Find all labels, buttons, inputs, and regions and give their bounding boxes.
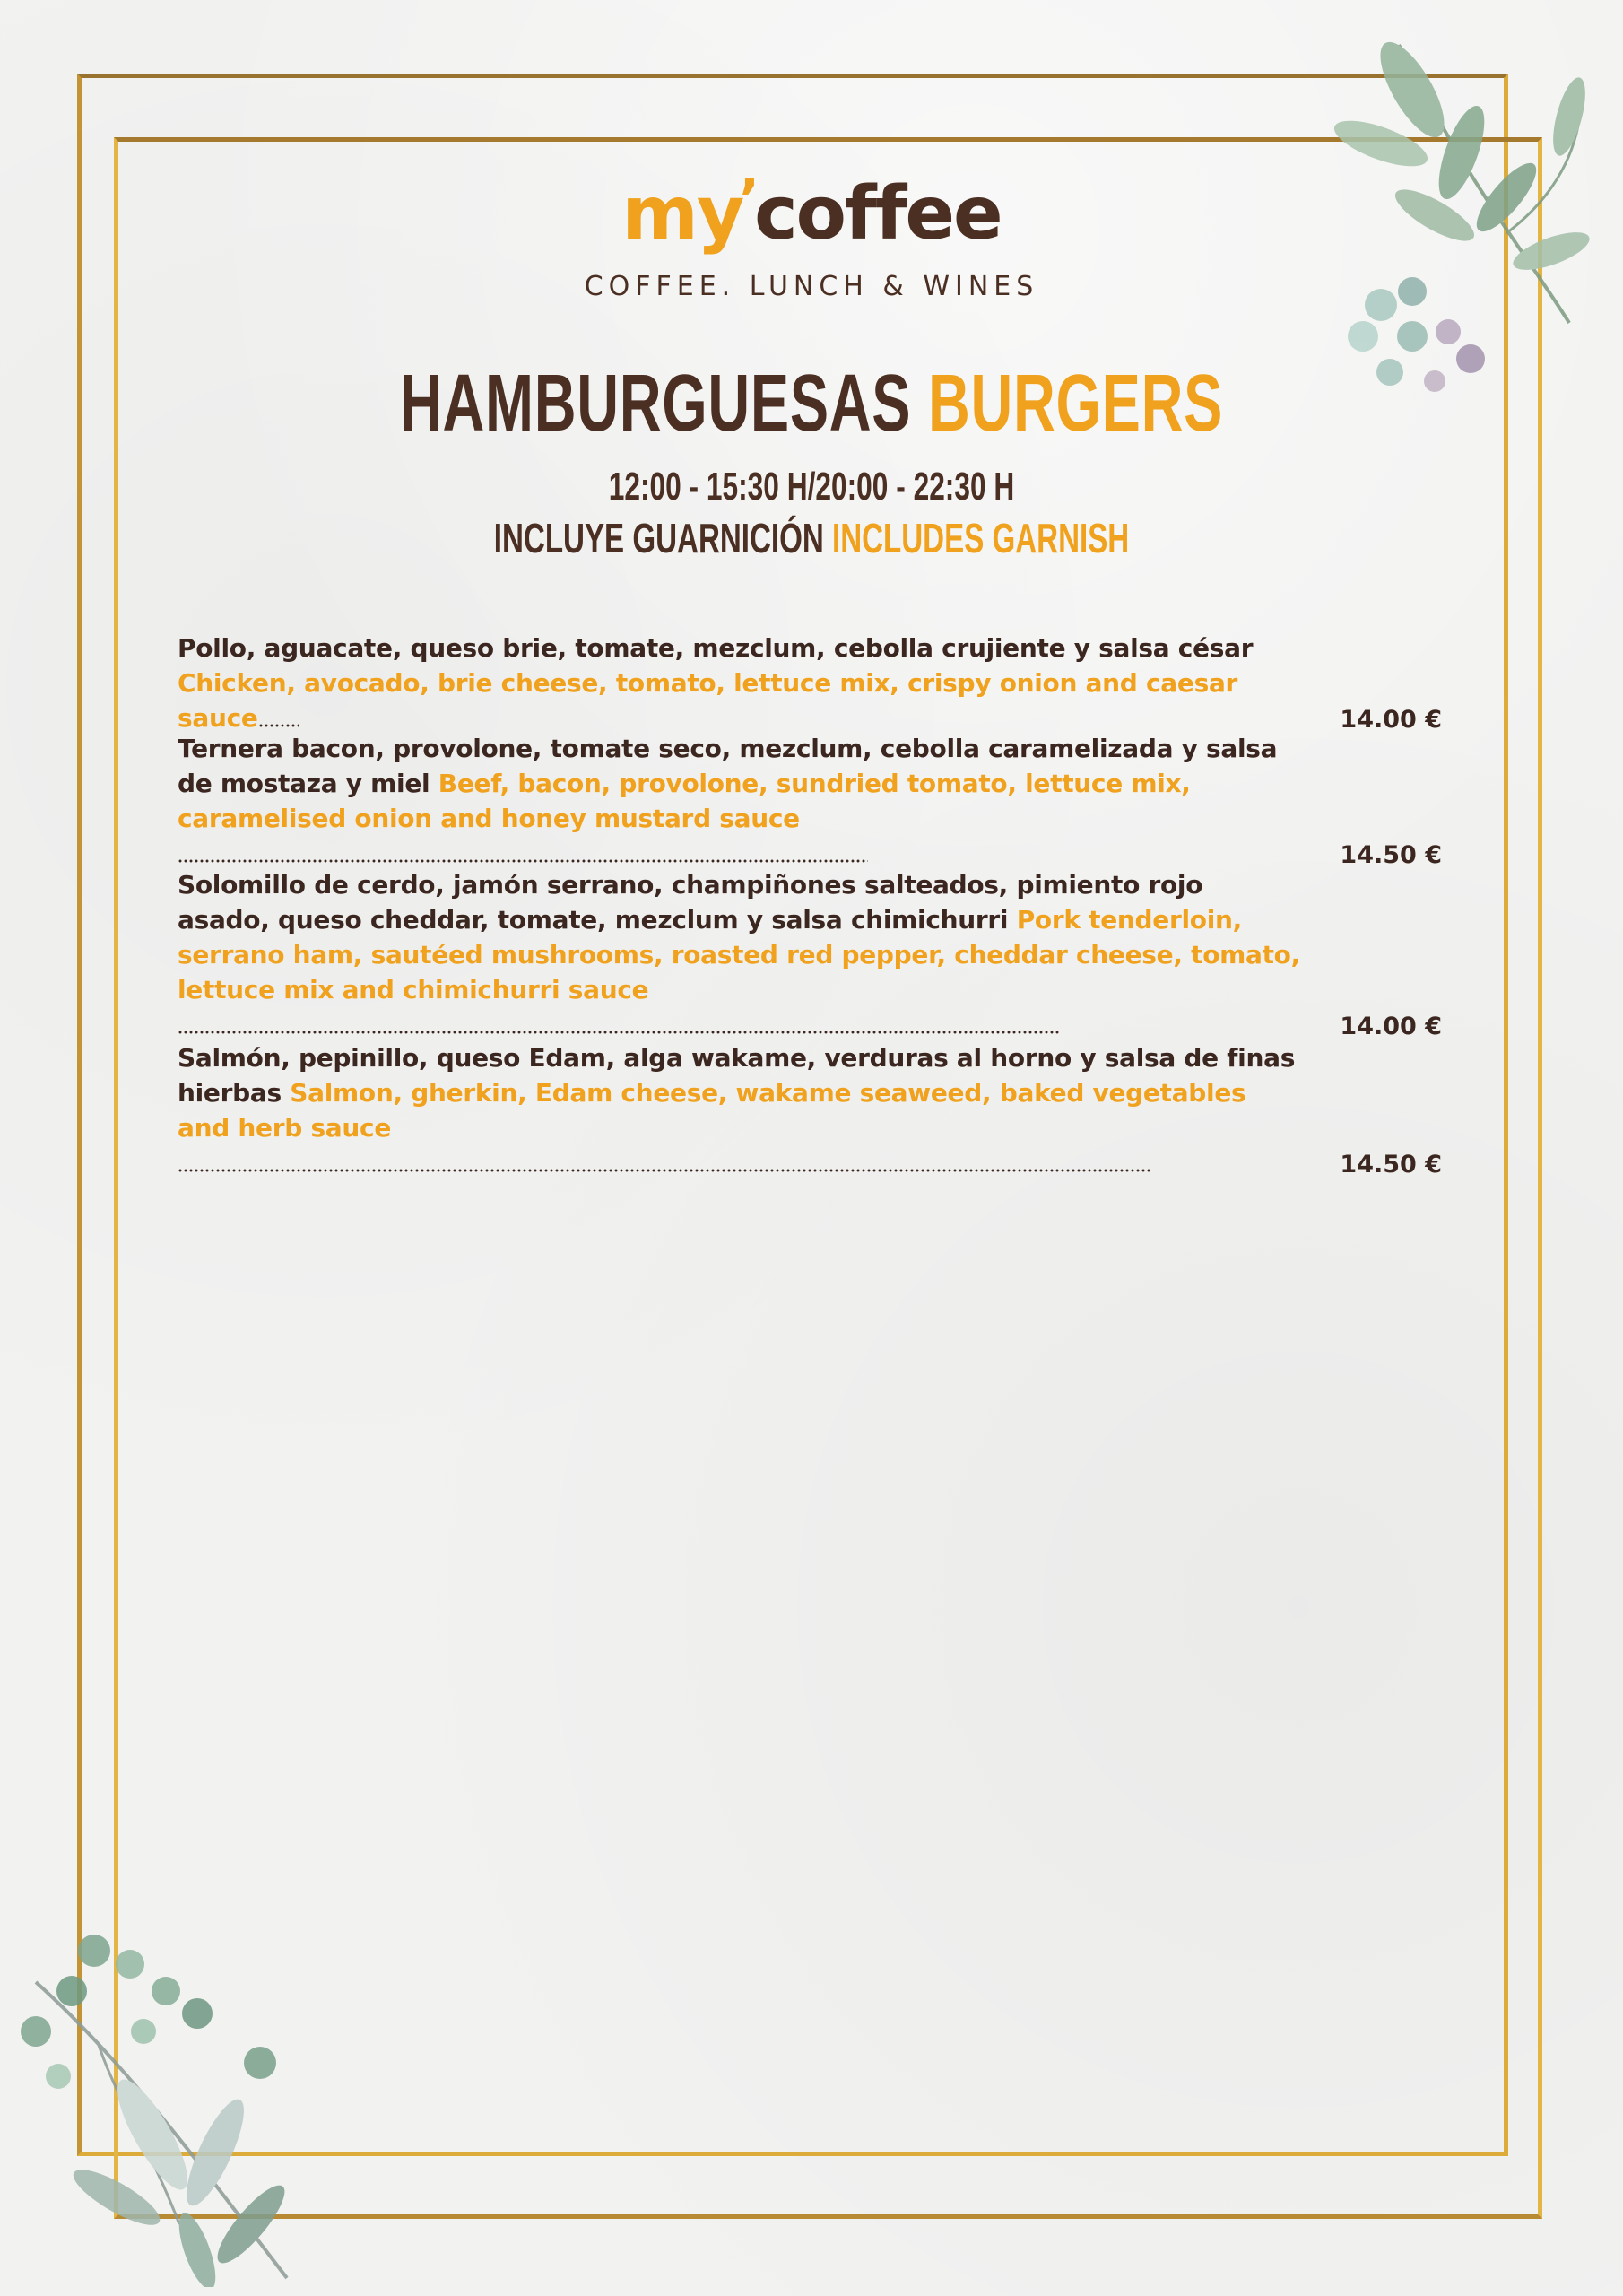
- logo-wordmark: [0, 168, 1623, 257]
- menu-item: [178, 867, 1451, 1042]
- brand-logo: [0, 168, 1623, 302]
- dot-leader: [258, 709, 299, 728]
- menu-item: [178, 731, 1451, 871]
- menu-item-en: Salmon, gherkin, Edam cheese, wakame seaweed, baked vegetables and herb sauce: [178, 1078, 1246, 1143]
- logo-my: my: [621, 171, 743, 257]
- menu-item-en: Chicken, avocado, brie cheese, tomato, lettuce mix, crispy onion and caesar sauce: [178, 668, 1238, 733]
- foliage-bottom-left-decoration: [18, 1928, 314, 2287]
- menu-item-en: Pork tenderloin, serrano ham, sautéed mushrooms, roasted red pepper, cheddar cheese, tomato, lettuce mix and chimichurri sauce: [178, 905, 1300, 1004]
- dot-leader: [178, 1015, 1061, 1035]
- logo-apostrophe: ’: [739, 168, 759, 230]
- section-title-es: HAMBURGUESAS: [399, 359, 912, 448]
- garnish-note-es: INCLUYE GUARNICIÓN: [493, 515, 824, 561]
- menu-item-description: [178, 1040, 1302, 1180]
- dot-leader: [178, 1153, 1150, 1173]
- logo-coffee: coffee: [754, 171, 1002, 257]
- section-title-en: BURGERS: [927, 359, 1224, 448]
- service-hours: 12:00 - 15:30 H/20:00 - 22:30 H: [608, 465, 1015, 509]
- dot-leader: [178, 844, 868, 864]
- menu-item-es: Salmón, pepinillo, queso Edam, alga wakame, verduras al horno y salsa de finas hierbas: [178, 1043, 1296, 1108]
- menu-item-es: Ternera bacon, provolone, tomate seco, mezclum, cebolla caramelizada y salsa de mostaza y miel: [178, 734, 1278, 798]
- brand-tagline: COFFEE. LUNCH & WINES: [584, 271, 1039, 302]
- menu-item: [178, 1040, 1451, 1180]
- menu-item-description: [178, 867, 1302, 1042]
- menu-item-es: Pollo, aguacate, queso brie, tomate, mezclum, cebolla crujiente y salsa césar: [178, 633, 1254, 663]
- menu-item: [178, 631, 1451, 735]
- menu-item-en: Beef, bacon, provolone, sundried tomato, lettuce mix, caramelised onion and honey mustard sauce: [178, 769, 1191, 833]
- section-title: [227, 359, 1395, 448]
- menu-item-price: 14.00 €: [1340, 1013, 1442, 1040]
- menu-item-price: 14.50 €: [1340, 1151, 1442, 1178]
- menu-item-description: [178, 631, 1302, 735]
- menu-item-description: [178, 731, 1302, 871]
- garnish-note: [227, 514, 1395, 562]
- menu-item-price: 14.00 €: [1340, 706, 1442, 734]
- menu-item-es: Solomillo de cerdo, jamón serrano, champiñones salteados, pimiento rojo asado, queso cheddar, tomate, mezclum y salsa chimichurri: [178, 870, 1203, 935]
- garnish-note-en: INCLUDES GARNISH: [831, 515, 1130, 561]
- menu-item-price: 14.50 €: [1340, 841, 1442, 869]
